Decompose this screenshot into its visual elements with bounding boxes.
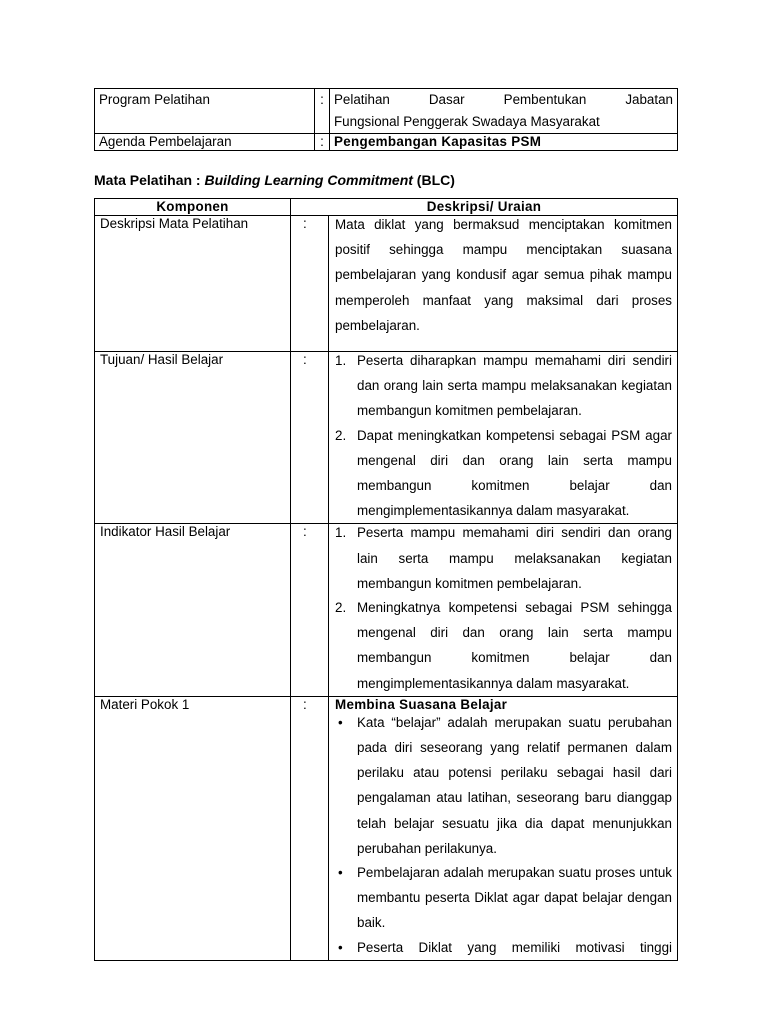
- program-value: [330, 89, 678, 134]
- list-item-number: 1.: [335, 353, 347, 368]
- list-item-text: Pembelajaran adalah merupakan suatu proses untuk membantu peserta Diklat agar dapat belajar dengan baik.: [357, 865, 672, 931]
- list-item-text: Dapat meningkatkan kompetensi sebagai PSM agar mengenal diri dan orang lain serta mampu membangun komitmen belajar dan mengimplementasikannya dalam masyarakat.: [357, 427, 672, 519]
- list-item-text: Peserta Diklat yang memiliki motivasi tinggi: [357, 939, 672, 955]
- course-title: [94, 172, 455, 188]
- column-header-deskripsi: Deskripsi/ Uraian: [291, 199, 678, 216]
- list-item-number: 2.: [335, 427, 347, 443]
- row-value-indikator: [329, 524, 678, 696]
- row-separator-tujuan: :: [291, 352, 329, 524]
- table-row-indikator: [95, 524, 678, 696]
- list-item: [335, 348, 672, 424]
- row-separator-indikator: :: [291, 524, 329, 696]
- program-header-table: [94, 88, 678, 151]
- agenda-value: Pengembangan Kapasitas PSM: [330, 134, 678, 151]
- program-separator: :: [315, 89, 330, 134]
- list-item-text: Meningkatnya kompetensi sebagai PSM sehingga mengenal diri dan orang lain serta mampu membangun komitmen belajar dan mengimplementasikannya dalam masyarakat.: [357, 600, 672, 691]
- row-separator-materi: :: [291, 696, 329, 960]
- component-table: [94, 198, 678, 961]
- course-title-name: Building Learning Commitment: [204, 172, 413, 188]
- bullet-dot-icon: •: [338, 939, 343, 955]
- table-row-tujuan: [95, 352, 678, 524]
- list-item: [335, 860, 672, 936]
- row-label-tujuan: Tujuan/ Hasil Belajar: [95, 352, 291, 524]
- indikator-list: [335, 520, 672, 695]
- list-item-number: 2.: [335, 600, 347, 616]
- table-row-materi: [95, 696, 678, 960]
- program-value-line2: Fungsional Penggerak Swadaya Masyarakat: [334, 114, 600, 129]
- list-item: [335, 520, 672, 596]
- row-value-materi: [329, 696, 678, 960]
- table-row-deskripsi: [95, 216, 678, 352]
- list-item-text: Peserta mampu memahami diri sendiri dan orang lain serta mampu melaksanakan kegiatan membangun komitmen pembelajaran.: [357, 525, 672, 591]
- program-label: Program Pelatihan: [95, 89, 315, 134]
- materi-bullet-list: [335, 710, 672, 956]
- row-label-materi: Materi Pokok 1: [95, 696, 291, 960]
- materi-body: [335, 710, 672, 956]
- list-item-text: Peserta diharapkan mampu memahami diri sendiri dan orang lain serta mampu melaksanakan kegiatan membangun komitmen pembelajaran.: [357, 353, 672, 419]
- agenda-label: Agenda Pembelajaran: [95, 134, 315, 151]
- row-value-tujuan: [329, 352, 678, 524]
- list-item: [335, 595, 672, 696]
- course-title-prefix: Mata Pelatihan :: [94, 172, 205, 188]
- list-item-text: Kata “belajar” adalah merupakan suatu perubahan pada diri seseorang yang relatif permanen dalam perilaku atau potensi perilaku sebagai hasil dari pengalaman atau latihan, seseorang baru dianggap telah belajar sesuatu jika dia dapat menunjukkan perubahan perilakunya.: [357, 714, 672, 856]
- row-label-deskripsi: Deskripsi Mata Pelatihan: [95, 216, 291, 352]
- bullet-dot-icon: •: [338, 714, 343, 730]
- row-value-deskripsi: [329, 216, 678, 352]
- row-label-indikator: Indikator Hasil Belajar: [95, 524, 291, 696]
- tujuan-list: [335, 348, 672, 523]
- agenda-separator: :: [315, 134, 330, 151]
- list-item: [335, 935, 672, 956]
- program-value-line1: Pelatihan Dasar Pembentukan Jabatan: [334, 92, 673, 107]
- header-row-agenda: [95, 134, 678, 151]
- deskripsi-text: Mata diklat yang bermaksud menciptakan komitmen positif sehingga mampu menciptakan suasana pembelajaran yang kondusif agar semua pihak mampu memperoleh manfaat yang maksimal dari proses pembelajaran.: [335, 217, 672, 333]
- header-row-program: [95, 89, 678, 134]
- materi-heading: Membina Suasana Belajar: [335, 696, 508, 712]
- column-header-komponen: Komponen: [95, 199, 291, 216]
- list-item: [335, 710, 672, 861]
- bullet-dot-icon: •: [338, 865, 343, 881]
- list-item-number: 1.: [335, 525, 347, 541]
- list-item: [335, 423, 672, 524]
- course-title-suffix: (BLC): [412, 172, 455, 188]
- row-separator-deskripsi: :: [291, 216, 329, 352]
